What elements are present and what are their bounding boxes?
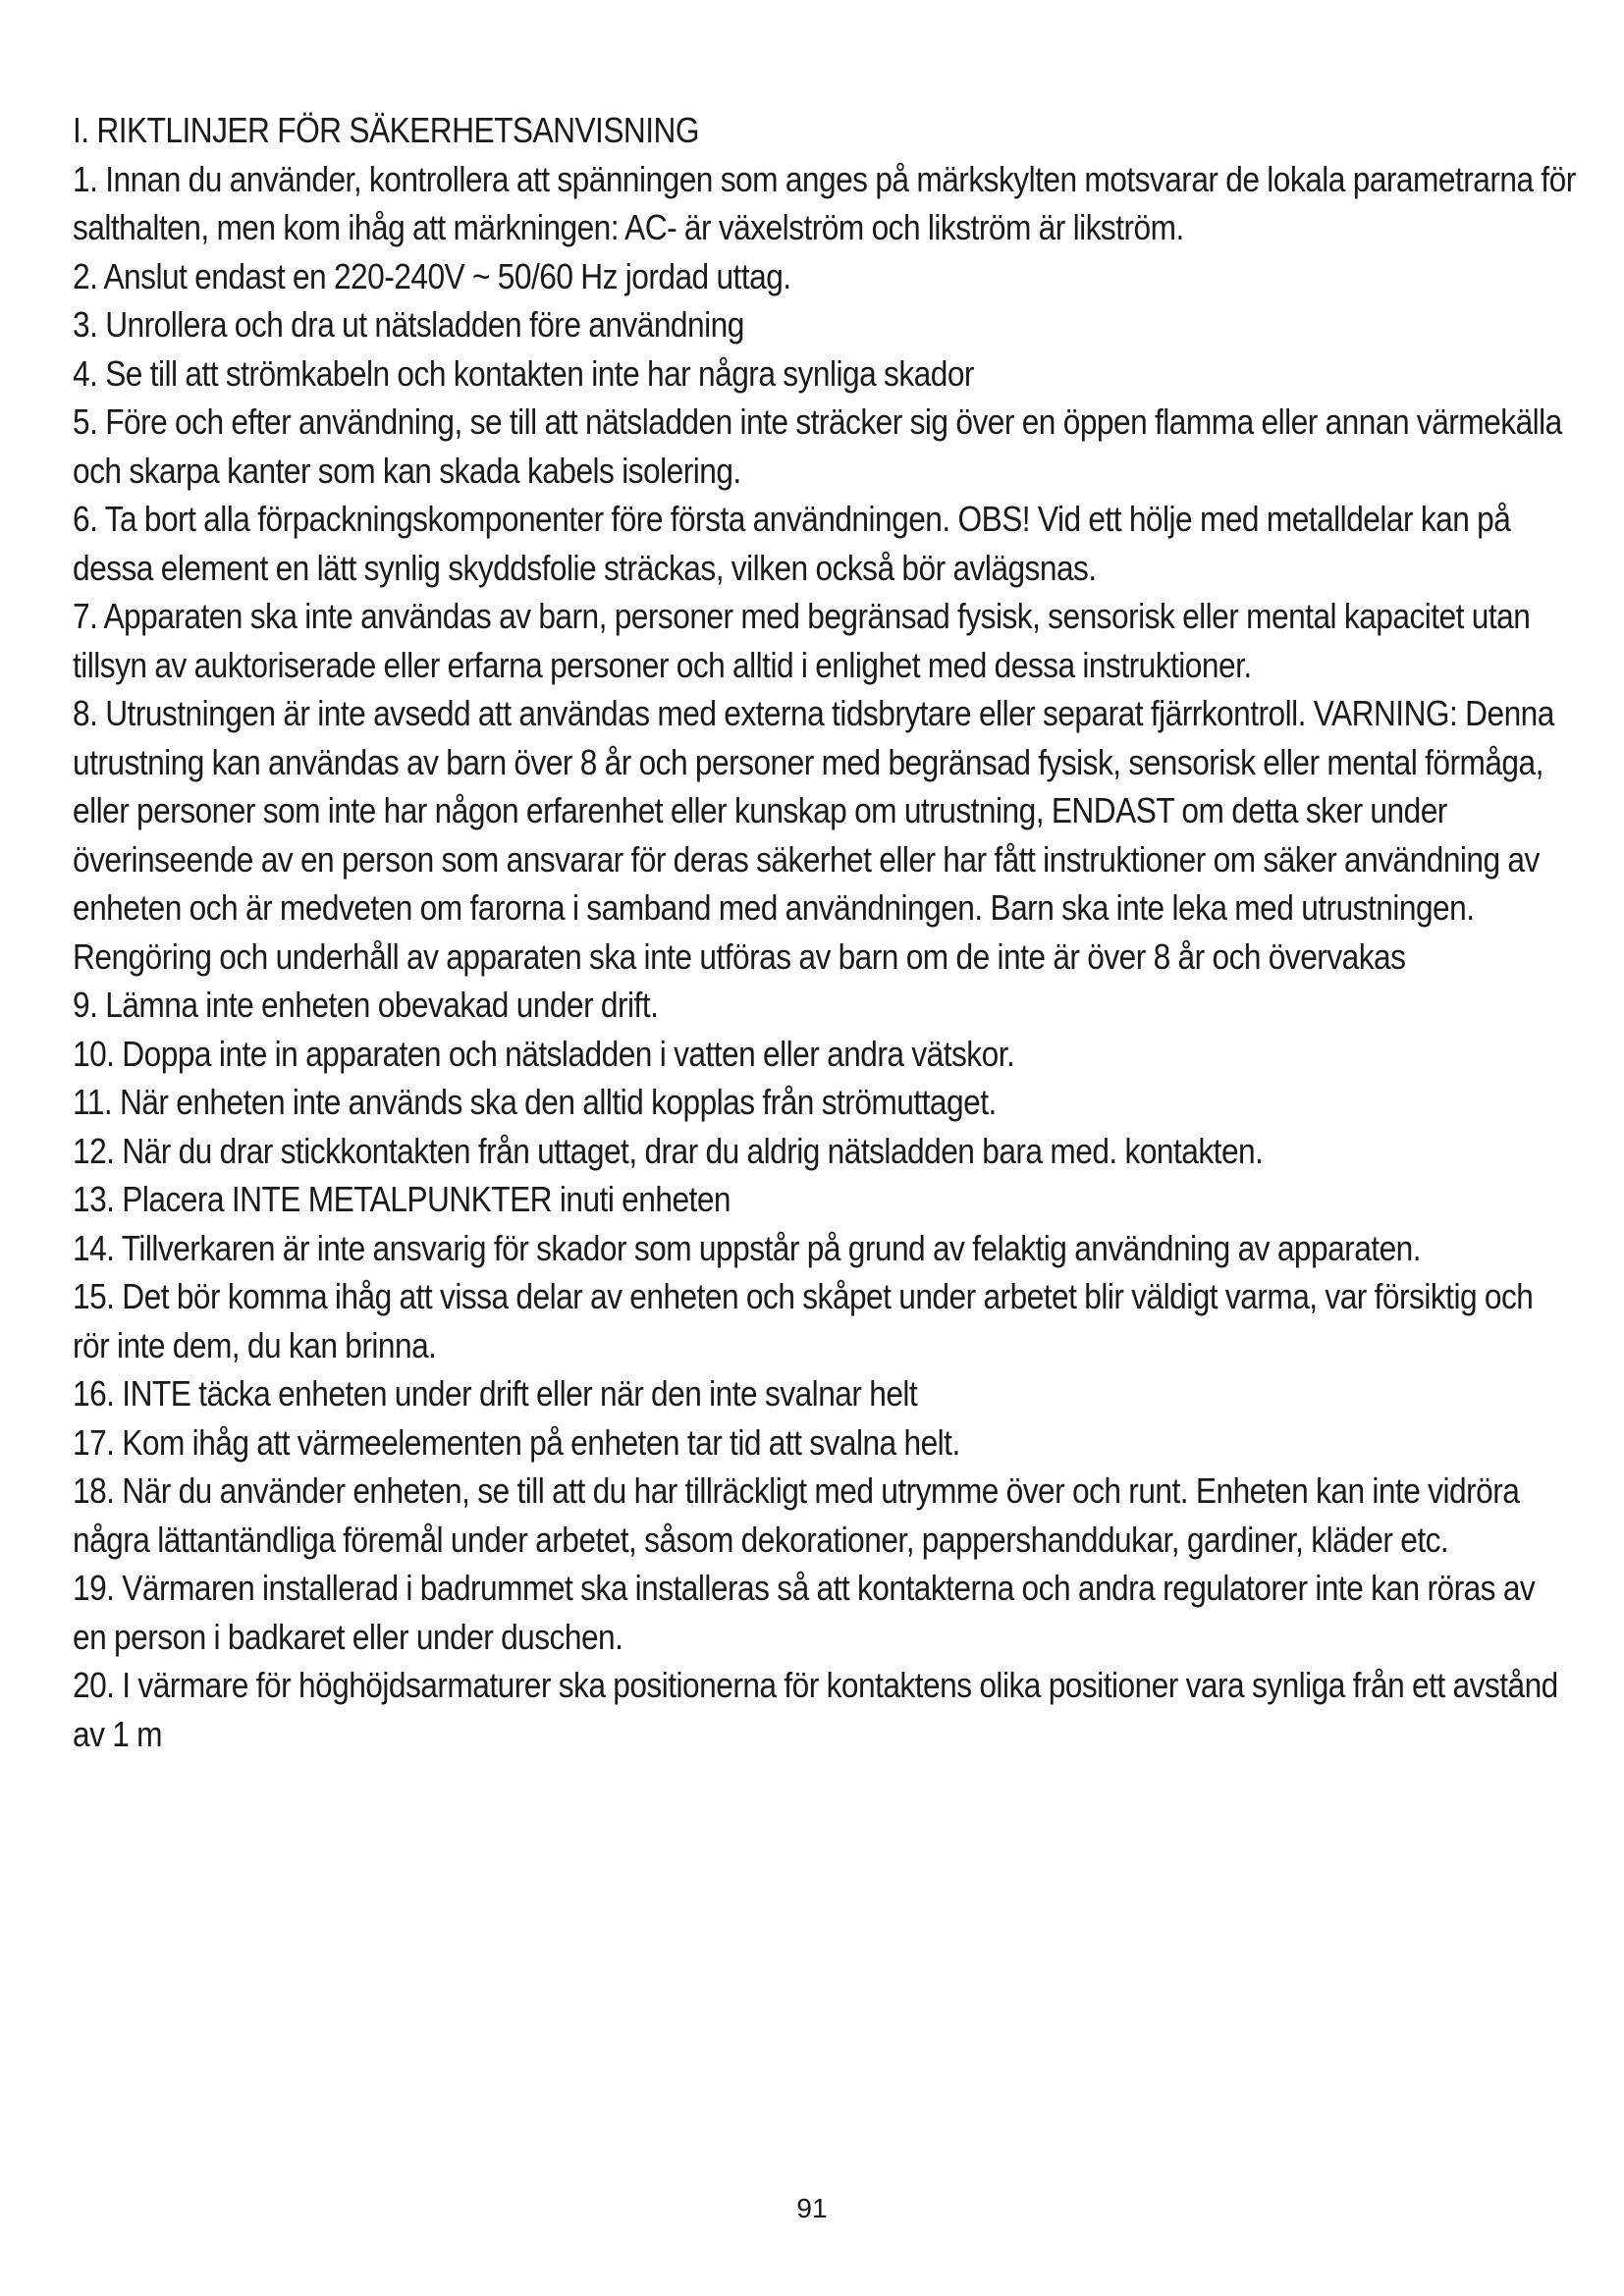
paragraph-15: 15. Det bör komma ihåg att vissa delar av enheten och skåpet under arbetet blir väldigt varma, var försiktig och rör inte dem, du kan brinna. [73, 1276, 1534, 1365]
paragraph-16: 16. INTE täcka enheten under drift eller när den inte svalnar helt [73, 1373, 918, 1414]
paragraph-5: 5. Före och efter användning, se till att nätsladden inte sträcker sig över en öppen flamma eller annan värmekälla och skarpa kanter som kan skada kabels isolering. [73, 401, 1562, 491]
paragraph-10: 10. Doppa inte in apparaten och nätsladden i vatten eller andra vätskor. [73, 1033, 1015, 1074]
document-body [73, 106, 1576, 1758]
paragraph-4: 4. Se till att strömkabeln och kontakten inte har några synliga skador [73, 352, 974, 394]
paragraph-12: 12. När du drar stickkontakten från uttaget, drar du aldrig nätsladden bara med. kontakten. [73, 1130, 1264, 1171]
paragraph-19: 19. Värmaren installerad i badrummet ska installeras så att kontakterna och andra regulatorer inte kan röras av en person i badkaret eller under duschen. [73, 1568, 1536, 1657]
paragraph-8: 8. Utrustningen är inte avsedd att användas med externa tidsbrytare eller separat fjärrkontroll. VARNING: Denna utrustning kan användas av barn över 8 år och personer med begränsad fysisk, sensorisk eller mental förmåga, eller personer som inte har någon erfarenhet eller kunskap om utrustning, ENDAST om detta sker under överinseende av en person som ansvarar för deras säkerhet eller har fått instruktioner om säker användning av enheten och är medveten om farorna i samband med användningen. Barn ska inte leka med utrustningen. Rengöring och underhåll av apparaten ska inte utföras av barn om de inte är över 8 år och övervakas [73, 693, 1554, 977]
paragraph-13: 13. Placera INTE METALPUNKTER inuti enheten [73, 1179, 731, 1219]
section-heading: I. RIKTLINJER FÖR SÄKERHETSANVISNING [73, 110, 700, 150]
page-number: 91 [796, 2193, 828, 2223]
paragraph-2: 2. Anslut endast en 220-240V ~ 50/60 Hz jordad uttag. [73, 255, 791, 296]
paragraph-9: 9. Lämna inte enheten obevakad under drift. [73, 985, 659, 1025]
paragraph-20: 20. I värmare för höghöjdsarmaturer ska positionerna för kontaktens olika positioner vara synliga från ett avstånd av 1 m [73, 1665, 1558, 1754]
paragraph-1: 1. Innan du använder, kontrollera att spänningen som anges på märkskylten motsvarar de lokala parametrarna för salthalten, men kom ihåg att märkningen: AC- är växelström och likström är likström. [73, 158, 1576, 247]
paragraph-14: 14. Tillverkaren är inte ansvarig för skador som uppstår på grund av felaktig användning av apparaten. [73, 1227, 1422, 1268]
paragraph-11: 11. När enheten inte används ska den alltid kopplas från strömuttaget. [73, 1082, 997, 1122]
paragraph-6: 6. Ta bort alla förpackningskomponenter före första användningen. OBS! Vid ett hölje med metalldelar kan på dessa element en lätt synlig skyddsfolie sträckas, vilken också bör avlägsnas. [73, 499, 1511, 588]
paragraph-7: 7. Apparaten ska inte användas av barn, personer med begränsad fysisk, sensorisk eller mental kapacitet utan tillsyn av auktoriserade eller erfarna personer och alltid i enlighet med dessa instruktioner. [73, 596, 1531, 685]
paragraph-17: 17. Kom ihåg att värmeelementen på enheten tar tid att svalna helt. [73, 1421, 960, 1463]
paragraph-18: 18. När du använder enheten, se till att du har tillräckligt med utrymme över och runt. Enheten kan inte vidröra några lättantändliga föremål under arbetet, såsom dekorationer, pappershanddukar, gardiner, kläder etc. [73, 1470, 1520, 1560]
paragraph-3: 3. Unrollera och dra ut nätsladden före användning [73, 304, 744, 345]
